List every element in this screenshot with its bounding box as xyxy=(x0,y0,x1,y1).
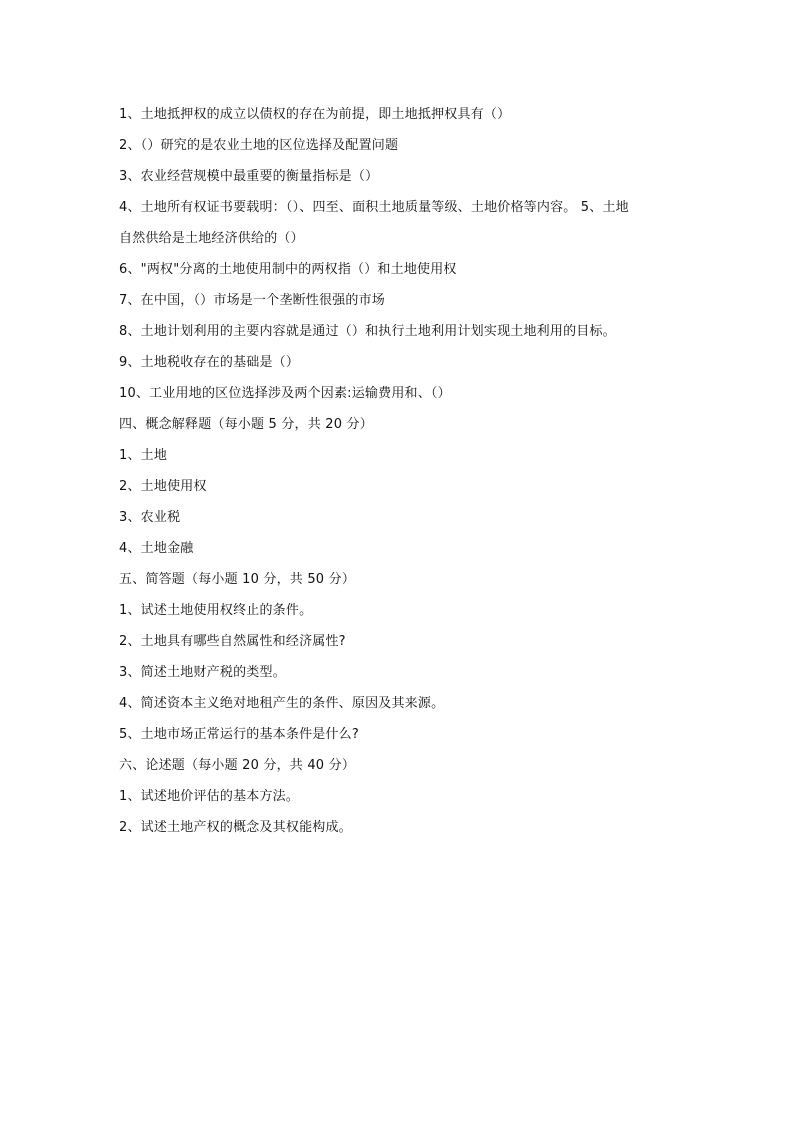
question-line: 9、土地税收存在的基础是（） xyxy=(119,355,300,370)
section-heading: 四、概念解释题（每小题 5 分，共 20 分） xyxy=(119,417,373,432)
question-line: 5、土地市场正常运行的基本条件是什么? xyxy=(119,727,359,742)
question-line: 6、"两权"分离的土地使用制中的两权指（）和土地使用权 xyxy=(119,262,457,277)
question-line: 2、试述土地产权的概念及其权能构成。 xyxy=(119,820,352,835)
question-line: 1、试述地价评估的基本方法。 xyxy=(119,789,300,804)
question-line: 自然供给是土地经济供给的（） xyxy=(119,231,304,246)
question-line: 10、工业用地的区位选择涉及两个因素:运输费用和、（） xyxy=(119,386,451,401)
question-line: 1、土地抵押权的成立以债权的存在为前提，即土地抵押权具有（） xyxy=(119,107,511,122)
question-line: 7、在中国，（）市场是一个垄断性很强的市场 xyxy=(119,293,385,308)
question-line: 3、农业经营规模中最重要的衡量指标是（） xyxy=(119,169,379,184)
question-line: 4、土地金融 xyxy=(119,541,194,556)
section-heading: 六、论述题（每小题 20 分，共 40 分） xyxy=(119,758,356,773)
question-line: 1、土地 xyxy=(119,448,168,463)
question-line: 8、土地计划利用的主要内容就是通过（）和执行土地利用计划实现土地利用的目标。 xyxy=(119,324,616,339)
question-line: 4、简述资本主义绝对地租产生的条件、原因及其来源。 xyxy=(119,696,445,711)
question-line: 3、农业税 xyxy=(119,510,181,525)
question-line: 1、试述土地使用权终止的条件。 xyxy=(119,603,313,618)
question-line: 3、简述土地财产税的类型。 xyxy=(119,665,286,680)
question-line: 2、（）研究的是农业土地的区位选择及配置问题 xyxy=(119,138,399,153)
section-heading: 五、简答题（每小题 10 分，共 50 分） xyxy=(119,572,356,587)
question-line: 4、土地所有权证书要载明：（）、四至、面积土地质量等级、土地价格等内容。 5、土地 xyxy=(119,200,629,215)
question-line: 2、土地使用权 xyxy=(119,479,207,494)
question-line: 2、土地具有哪些自然属性和经济属性? xyxy=(119,634,346,649)
document-body xyxy=(119,99,679,843)
